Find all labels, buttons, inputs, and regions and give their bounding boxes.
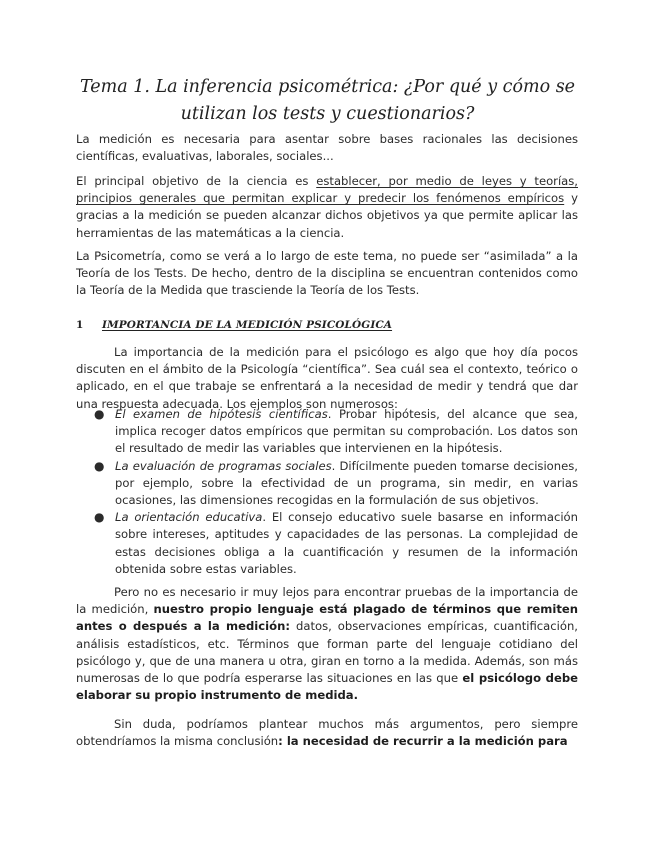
intro-p2-start: El principal objetivo de la ciencia es <box>76 174 317 188</box>
intro-paragraph-3: La Psicometría, como se verá a lo largo de este tema, no puede ser “asimilada” a la Teoría de los Tests. De hecho, dentro de la disciplina se encuentran contenidos como la Teoría de la Medida que trasciende la Teoría de los Tests. <box>76 249 578 298</box>
list-item-term: La evaluación de programas sociales <box>115 458 332 473</box>
bullet-icon: ● <box>94 407 105 421</box>
list-item-term: El examen de hipótesis científicas <box>115 407 328 421</box>
examples-list <box>93 406 578 578</box>
list-item-text: . Probar hipótesis, del alcance que sea, implica recoger datos empíricos que permitan su comprobación. Los datos son el resultado de medir las variables que intervienen en la hipótesis. <box>115 407 578 456</box>
bullet-icon: ● <box>94 510 105 525</box>
title-line-1: Tema 1. La inferencia psicométrica: ¿Por qué y cómo se <box>79 77 576 97</box>
list-item-text: . El consejo educativo suele basarse en información sobre intereses, aptitudes y capacidades de las personas. La complejidad de estas decisiones obliga a la cuantificación y resumen de la información obtenida sobre estas variables. <box>115 510 578 576</box>
p3-text: Sin duda, podríamos plantear muchos más argumentos, pero siempre obtendríamos la misma conclusión <box>76 717 578 749</box>
list-item-term: La orientación educativa <box>115 510 263 525</box>
document-title <box>60 74 595 128</box>
section-heading <box>76 319 578 331</box>
section-paragraph-2 <box>76 584 578 704</box>
p3-bold: : la necesidad de recurrir a la medición para <box>278 734 568 749</box>
bullet-icon: ● <box>94 458 105 473</box>
intro-paragraph-2 <box>76 173 578 242</box>
section-title: IMPORTANCIA DE LA MEDICIÓN PSICOLÓGICA <box>102 319 393 331</box>
p2-bold-b: el psicólogo debe elaborar su propio instrumento de medida. <box>76 671 578 703</box>
section-paragraph-1: La importancia de la medición para el psicólogo es algo que hoy día pocos discuten en el ámbito de la Psicología “científica”. Sea cuál sea el contexto, teórico o aplicado, en el que trabaje se enfrentará a la necesidad de medir y tendrá que dar una respuesta adecuada. Los ejemplos son numerosos: <box>76 345 578 411</box>
section-paragraph-3 <box>76 716 578 750</box>
list-item <box>93 458 578 510</box>
p2-text-a: Pero no es necesario ir muy lejos para encontrar pruebas de la importancia de la medición, <box>76 585 578 617</box>
section-number: 1 <box>76 319 84 331</box>
title-line-2: utilizan los tests y cuestionarios? <box>180 104 475 124</box>
list-item <box>93 406 578 458</box>
p2-text-b: datos, observaciones empíricas, cuantificación, análisis estadísticos, etc. Términos que forman parte del lenguaje cotidiano del psicólogo y, que de una manera u otra, giran en torno a la medida. Además, son más numerosas de lo que podría esperarse las situaciones en las que <box>76 619 578 686</box>
list-item <box>93 509 578 578</box>
intro-p2-underlined: establecer, por medio de leyes y teorías, principios generales que permitan explicar y predecir los fenómenos empíricos <box>76 174 578 206</box>
intro-p2-end: y gracias a la medición se pueden alcanzar dichos objetivos ya que permite aplicar las herramientas de las matemáticas a la ciencia. <box>76 191 578 240</box>
list-item-text: . Difícilmente pueden tomarse decisiones, por ejemplo, sobre la efectividad de un programa, sin medir, en varias ocasiones, las dimensiones recogidas en la formulación de sus objetivos. <box>115 458 578 508</box>
intro-paragraph-1: La medición es necesaria para asentar sobre bases racionales las decisiones científicas, evaluativas, laborales, sociales... <box>76 132 578 164</box>
p2-bold-a: nuestro propio lenguaje está plagado de términos que remiten antes o después a la medición: <box>76 602 578 634</box>
